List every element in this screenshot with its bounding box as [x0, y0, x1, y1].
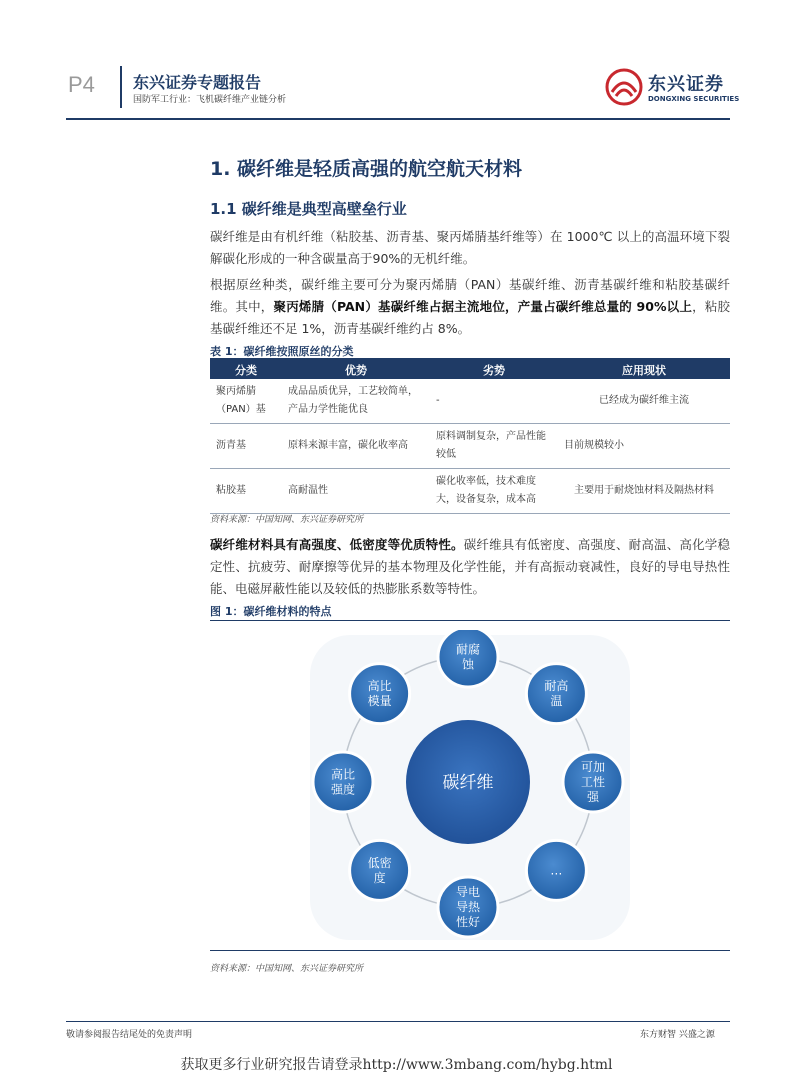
paragraph-text: 根据原丝种类，碳纤维主要可分为聚丙烯腈（PAN）基碳纤维、沥青基碳纤维和粘胶基碳纤维。其中， [210, 277, 730, 314]
table-cell-status: 已经成为碳纤维主流 [558, 379, 730, 424]
table-row [210, 424, 730, 469]
table-cell-status: 主要用于耐烧蚀材料及隔热材料 [558, 469, 730, 514]
figure-bottom-rule [210, 950, 730, 951]
property-node-label: … [550, 863, 563, 878]
property-node-label: 高比强度 [330, 767, 356, 797]
paragraph-definition: 碳纤维是由有机纤维（粘胶基、沥青基、聚丙烯腈基纤维等）在 1000℃ 以上的高温环境下裂解碳化形成的一种含碳量高于90%的无机纤维。 [210, 229, 730, 266]
logo-text: 东兴证券 [648, 74, 724, 95]
report-title: 东兴证券专题报告 [133, 73, 262, 92]
table-row [210, 469, 730, 514]
table-cell-cons: 原料调制复杂，产品性能较低 [430, 424, 558, 469]
table-cell-type: 沥青基 [210, 424, 282, 469]
table-source: 资料来源：中国知网、东兴证券研究所 [210, 515, 364, 525]
classification-table [210, 360, 730, 514]
property-node-label: 低密度 [367, 855, 392, 885]
property-node-label: 耐腐蚀 [455, 642, 481, 672]
property-node-label: 可加工性强 [580, 760, 606, 804]
property-node-label: 高比模量 [367, 679, 392, 709]
logo-english-text: DONGXING SECURITIES [648, 95, 740, 103]
table-cell-pros: 成品品质优异，工艺较简单，产品力学性能优良 [282, 379, 430, 424]
table-cell-status: 目前规模较小 [558, 424, 730, 469]
page-number: P4 [68, 72, 95, 97]
table-cell-cons: - [430, 379, 558, 424]
figure-caption: 图 1：碳纤维材料的特点 [210, 605, 332, 618]
download-link[interactable]: 获取更多行业研究报告请登录http://www.3mbang.com/hybg.html [180, 1057, 613, 1073]
table-header-cell: 应用现状 [558, 360, 730, 379]
table-header-cell: 分类 [210, 360, 282, 379]
figure-source: 资料来源：中国知网、东兴证券研究所 [210, 964, 364, 974]
paragraph-text: 碳纤维具有低密度、高强度、耐高温、高化学稳定性、抗疲劳、耐摩擦等优异的基本物理及化学性能，并有高振动衰减性，良好的导电导热性能、电磁屏蔽性能以及较低的热膨胀系数等特性。 [210, 537, 730, 596]
table-header-cell: 优势 [282, 360, 430, 379]
table-row [210, 379, 730, 424]
figure-top-rule [210, 620, 730, 621]
section-heading: 1. 碳纤维是轻质高强的航空航天材料 [210, 158, 523, 180]
paragraph-bold-text: 碳纤维材料具有高强度、低密度等优质特性。 [210, 537, 464, 552]
table-cell-pros: 高耐温性 [282, 469, 430, 514]
table-cell-type: 粘胶基 [210, 469, 282, 514]
footer-rule [66, 1021, 730, 1022]
center-label: 碳纤维 [442, 773, 494, 793]
table-header-cell: 劣势 [430, 360, 558, 379]
table-caption: 表 1：碳纤维按照原丝的分类 [210, 345, 354, 358]
table-cell-pros: 原料来源丰富，碳化收率高 [282, 424, 430, 469]
property-node-label: 导电导热性好 [455, 885, 481, 929]
report-subtitle: 国防军工行业：飞机碳纤维产业链分析 [133, 95, 287, 105]
property-node-label: 耐高温 [544, 679, 569, 709]
header-rule [66, 118, 730, 120]
table-cell-cons: 碳化收率低，技术难度大，设备复杂，成本高 [430, 469, 558, 514]
paragraph-text: ，粘胶基碳纤维还不足 1%，沥青基碳纤维约占 8%。 [210, 299, 730, 336]
table-cell-type: 聚丙烯腈（PAN）基 [210, 379, 282, 424]
paragraph-classification [210, 274, 730, 340]
footer-slogan: 东方财智 兴盛之源 [640, 1030, 715, 1040]
properties-diagram [300, 630, 640, 945]
table-header-row [210, 360, 730, 379]
footer-disclaimer: 敬请参阅报告结尾处的免责声明 [66, 1030, 193, 1040]
header-divider [120, 66, 122, 108]
paragraph-bold-text: 聚丙烯腈（PAN）基碳纤维占据主流地位，产量占碳纤维总量的 90%以上 [273, 299, 693, 314]
paragraph-properties [210, 534, 730, 600]
subsection-heading: 1.1 碳纤维是典型高壁垒行业 [210, 200, 407, 218]
